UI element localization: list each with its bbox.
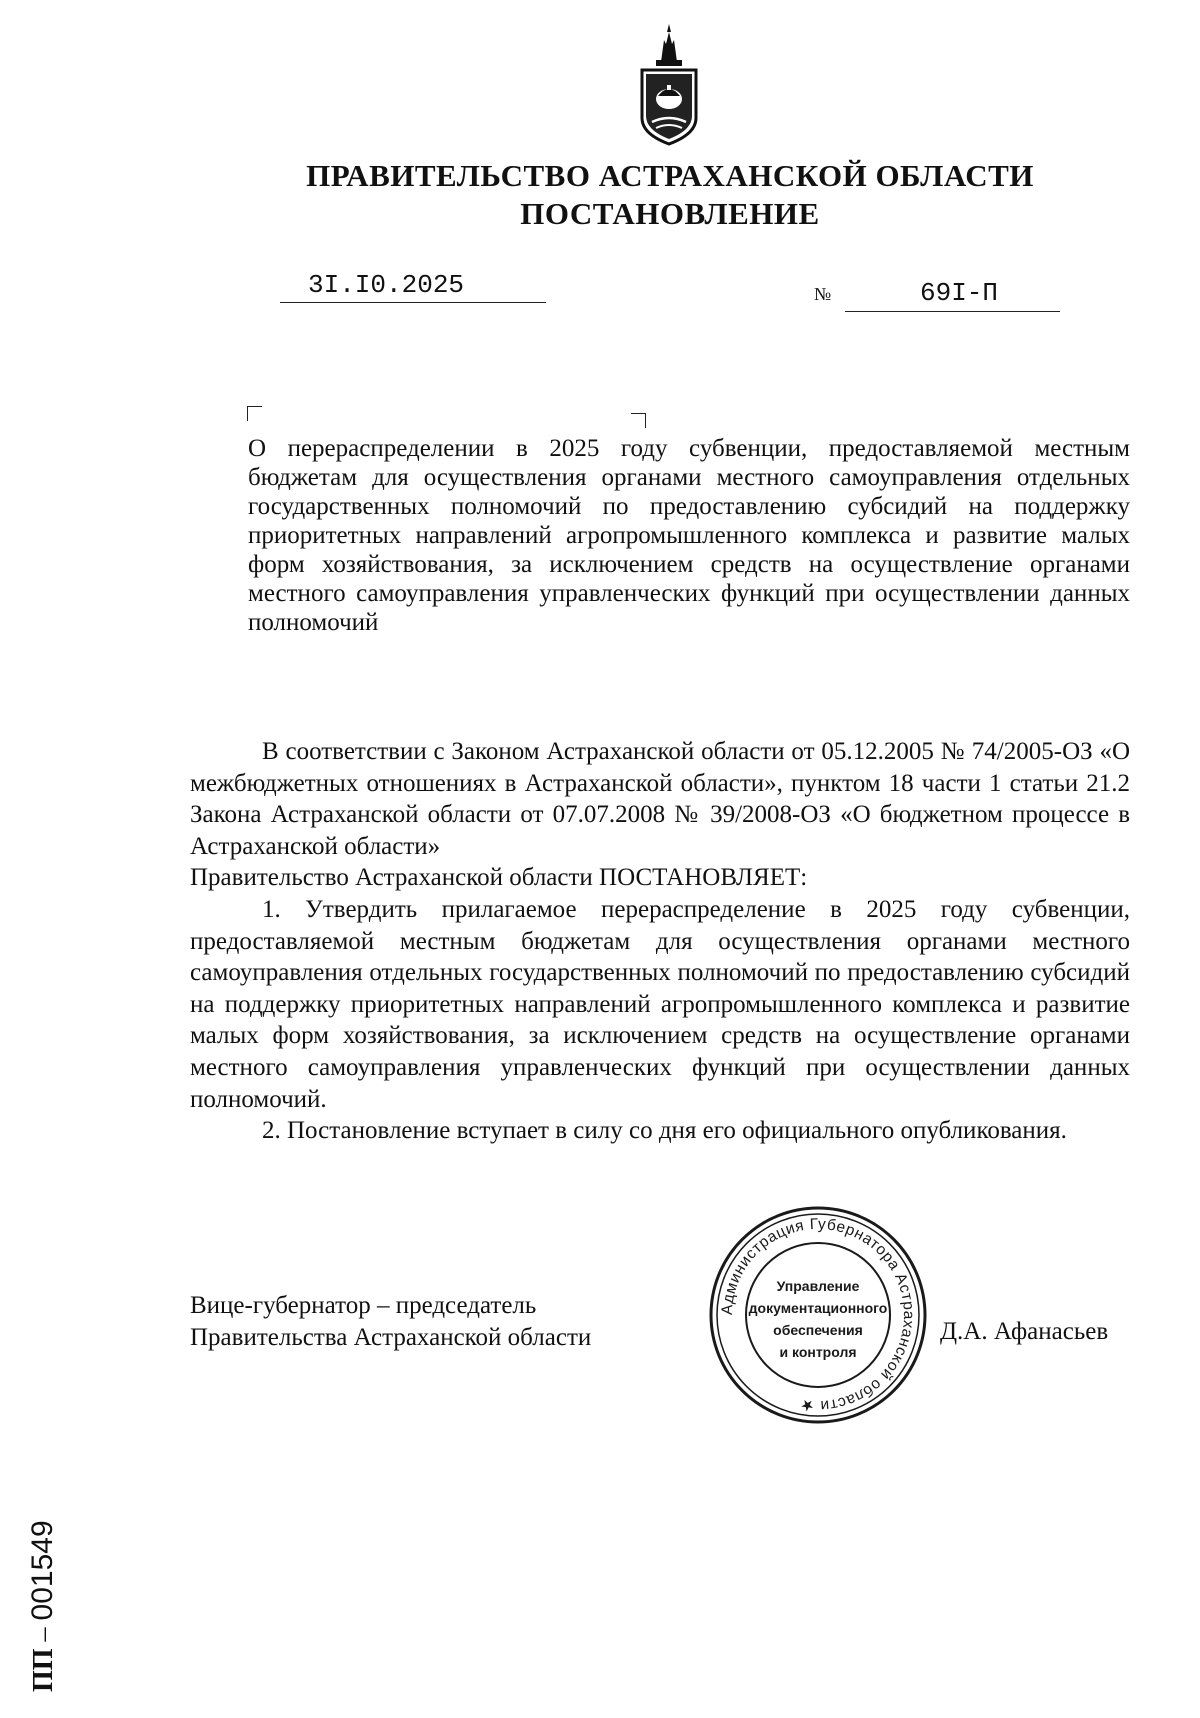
official-round-stamp <box>706 1203 930 1427</box>
registry-prefix: ПП <box>28 1648 59 1692</box>
registry-number <box>26 1520 60 1692</box>
stamp-center-line-2: документационного <box>748 1300 888 1316</box>
signer-title-line-1: Вице-губернатор – председатель <box>190 1292 537 1319</box>
item-2-paragraph: 2. Постановление вступает в силу со дня его официального опубликования. <box>262 1117 1067 1145</box>
subject-bracket-left <box>247 406 262 421</box>
item-1-paragraph: 1. Утвердить прилагаемое перераспределение в 2025 году субвенции, предоставляемой местным бюджетам для осуществления органами местного самоуправления отдельных государственных полномочий по предоставлению субсидий на поддержку приоритетных направлений агропромышленного комплекса и развитие малых форм хозяйствования, за исключением средств на осуществление органами местного самоуправления управленческих функций при осуществлении данных полномочий. <box>190 895 1130 1113</box>
coat-of-arms-emblem <box>628 22 710 148</box>
decree-line: Правительство Астраханской области ПОСТАНОВЛЯЕТ: <box>190 864 808 892</box>
date-underline <box>280 302 546 303</box>
signer-name: Д.А. Афанасьев <box>940 1318 1109 1345</box>
document-number: 69I-П <box>920 278 999 308</box>
stamp-center-line-1: Управление <box>776 1278 860 1294</box>
government-heading: ПРАВИТЕЛЬСТВО АСТРАХАНСКОЙ ОБЛАСТИ <box>306 158 1034 193</box>
registry-dash: – <box>28 1620 59 1649</box>
document-body <box>190 736 1130 1147</box>
stamp-ring-text: Администрация Губернатора Астраханской области ★ <box>718 1215 918 1415</box>
subject-bracket-right <box>631 413 646 428</box>
document-date: 3I.I0.2025 <box>308 270 465 300</box>
document-subject: О перераспределении в 2025 году субвенции, предоставляемой местным бюджетам для осуществления органами местного самоуправления отдельных государственных полномочий по предоставлению субсидий на поддержку приоритетных направлений агропромышленного комплекса и развитие малых форм хозяйствования, за исключением средств на осуществление органами местного самоуправления управленческих функций при осуществлении данных полномочий <box>248 435 1130 636</box>
registry-number-value: 001549 <box>26 1520 59 1621</box>
preamble-paragraph: В соответствии с Законом Астраханской области от 05.12.2005 № 74/2005-ОЗ «О межбюджетных отношениях в Астраханской области», пунктом 18 части 1 статьи 21.2 Закона Астраханской области от 07.07.2008 № 39/2008-ОЗ «О бюджетном процессе в Астраханской области» <box>190 738 1130 860</box>
document-type-heading: ПОСТАНОВЛЕНИЕ <box>520 196 820 231</box>
signer-title <box>190 1290 591 1354</box>
stamp-center-line-4: и контроля <box>779 1344 857 1360</box>
signer-title-line-2: Правительства Астраханской области <box>190 1324 592 1351</box>
number-sign: № <box>814 284 832 304</box>
stamp-center-line-3: обеспечения <box>773 1322 863 1338</box>
number-underline <box>845 311 1060 312</box>
